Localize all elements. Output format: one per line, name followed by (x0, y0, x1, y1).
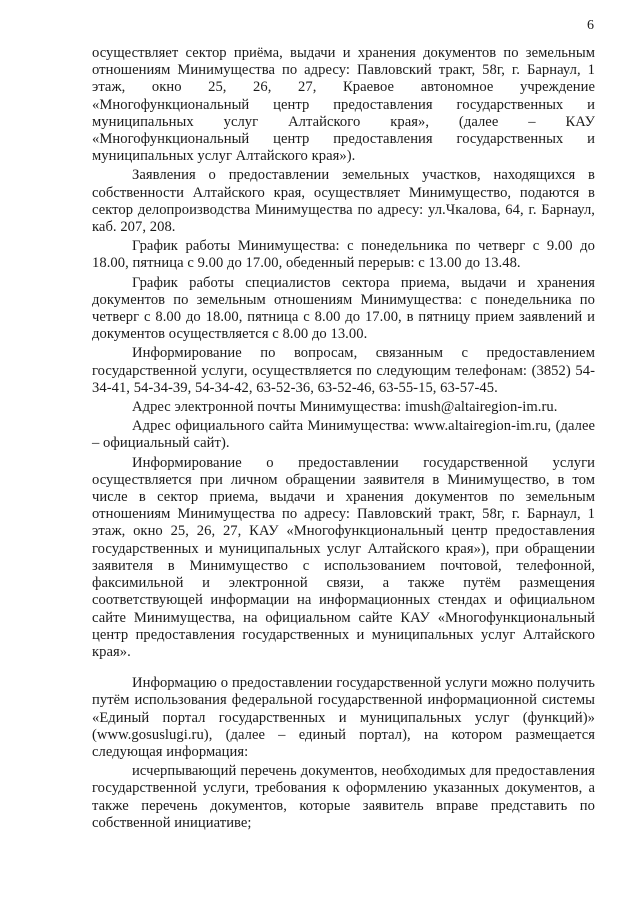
paragraph-applications: Заявления о предоставлении земельных участков, находящихся в собственности Алтайского края, осуществляет Минимущество, подаются в сектор делопроизводства Минимущества по адресу: ул.Чкалова, 64, г. Барнаул, каб. 207, 208. (92, 167, 595, 236)
document-body (92, 45, 595, 834)
paragraph-portal: Информацию о предоставлении государственной услуги можно получить путём использования федеральной государственной информационной системы «Единый портал государственных и муниципальных услуг (функций)» (www.gosuslugi.ru), (далее – единый портал), на котором размещается следующая информация: (92, 675, 595, 760)
paragraph-phones: Информирование по вопросам, связанным с предоставлением государственной услуги, осуществляется по следующим телефонам: (3852) 54-34-41, 54-34-39, 54-34-42, 63-52-36, 63-52-46, 63-55-15, 63-57-45. (92, 345, 595, 396)
paragraph-continuation: осуществляет сектор приёма, выдачи и хранения документов по земельным отношениям Минимущества по адресу: Павловский тракт, 58г, г. Барнаул, 1 этаж, окно 25, 26, 27, Краевое автономное учреждение «Многофункциональный центр предоставления государственных и муниципальных услуг Алтайского края», (далее – КАУ «Многофункциональный центр предоставления государственных и муниципальных услуг Алтайского края»). (92, 45, 595, 165)
paragraph-website: Адрес официального сайта Минимущества: www.altairegion-im.ru, (далее – официальный сайт). (92, 418, 595, 452)
paragraph-specialists-schedule: График работы специалистов сектора приема, выдачи и хранения документов по земельным отношениям Минимущества: с понедельника по четверг с 8.00 до 18.00, пятница с 8.00 до 17.00, в пятницу прием заявлений и документов осуществляется с 8.00 до 13.00. (92, 274, 595, 343)
paragraph-documents-list: исчерпывающий перечень документов, необходимых для предоставления государственной услуги, требования к оформлению указанных документов, а также перечень документов, которые заявитель вправе представить по собственной инициативе; (92, 763, 595, 831)
paragraph-informing: Информирование о предоставлении государственной услуги осуществляется при личном обращении заявителя в Минимущество, в том числе в сектор приема, выдачи и хранения документов по земельным отношениям Минимущества по адресу: Павловский тракт, 58г, г. Барнаул, 1 этаж, окно 25, 26, 27, КАУ «Многофункциональный центр предоставления государственных и муниципальных услуг Алтайского края»), при обращении заявителя в Минимущество с использованием почтовой, телефонной, факсимильной и электронной связи, а также путём размещения соответствующей информации на информационных стендах и официальном сайте Минимущества, на официальном сайте КАУ «Многофункциональный центр предоставления государственных и муниципальных услуг Алтайского края». (92, 454, 595, 660)
paragraph-email: Адрес электронной почты Минимущества: imush@altairegion-im.ru. (132, 399, 558, 416)
paragraph-work-schedule: График работы Минимущества: с понедельника по четверг с 9.00 до 18.00, пятница с 9.00 до 17.00, обеденный перерыв: с 13.00 до 13.48. (92, 238, 595, 272)
page-number: 6 (587, 18, 594, 33)
